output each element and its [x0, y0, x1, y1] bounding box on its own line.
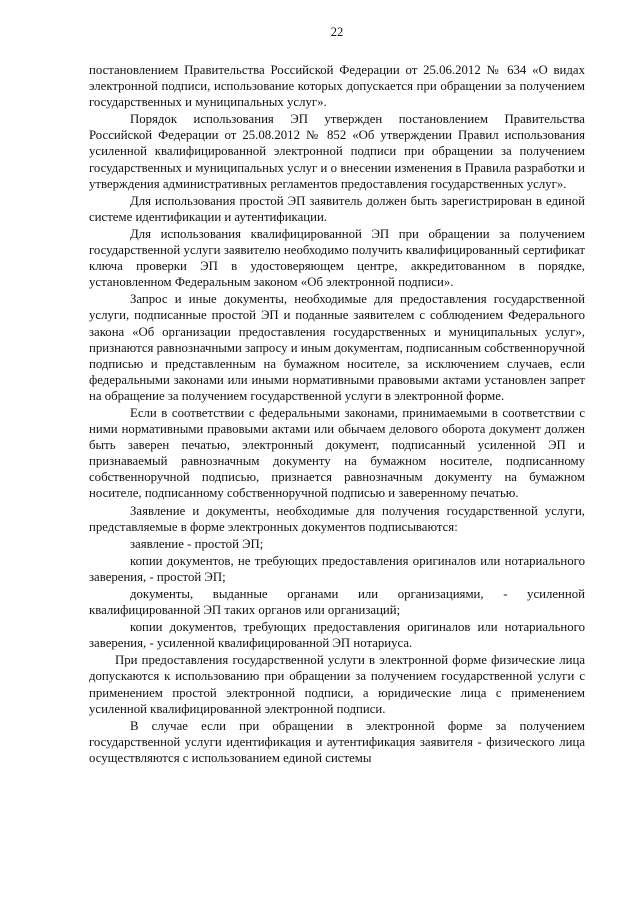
document-page: [89, 24, 585, 767]
list-item-copies-notary: копии документов, требующих предоставления оригиналов или нотариального заверения, - усиленной квалифицированной ЭП нотариуса.: [89, 620, 585, 651]
list-item-issued-documents: документы, выданные органами или организациями, - усиленной квалифицированной ЭП таких органов или организаций;: [89, 587, 585, 618]
list-item-application: заявление - простой ЭП;: [130, 536, 264, 551]
paragraph-seal-equivalence: Если в соответствии с федеральными законами, принимаемыми в соответствии с ними нормативными правовыми актами или обычаем делового оборота документ должен быть заверен печатью, электронный документ, подписанный усиленной ЭП и признаваемый равнозначным документу на бумажном носителе, подписанному собственноручной подписью, признается равнозначным документу на бумажном носителе, подписанному собственноручной подписью и заверенному печатью.: [89, 405, 585, 501]
paragraph-ep-usage-procedure: Порядок использования ЭП утвержден постановлением Правительства Российской Федерации от 25.08.2012 № 852 «Об утверждении Правил использования усиленной квалифицированной электронной подписи при обращении за получением государственных и муниципальных услуг и о внесении изменения в Правила разработки и утверждения административных регламентов предоставления государственных услуг».: [89, 112, 585, 191]
paragraph-signing-intro: Заявление и документы, необходимые для получения государственной услуги, представляемые в форме электронных документов подписываются:: [89, 503, 585, 534]
document-body: [89, 62, 585, 766]
list-item-copies-simple: копии документов, не требующих предоставления оригиналов или нотариального заверения, - простой ЭП;: [89, 553, 585, 584]
paragraph-individuals-legal-entities: При предоставления государственной услуги в электронной форме физические лица допускаются к использованию при обращении за получением государственной услуги с применением простой электронной подписи, а юридические лица с применением усиленной квалифицированной электронной подписи.: [89, 653, 585, 716]
paragraph-ep-types-reference: постановлением Правительства Российской Федерации от 25.06.2012 № 634 «О видах электронной подписи, использование которых допускается при обращении за получением государственных и муниципальных услуг».: [89, 63, 585, 110]
page-number: 22: [330, 25, 344, 39]
paragraph-qualified-ep-certificate: Для использования квалифицированной ЭП при обращении за получением государственной услуги заявителю необходимо получить квалифицированный сертификат ключа проверки ЭП в удостоверяющем центре, аккредитованном в порядке, установленном Федеральным законом «Об электронной подписи».: [89, 226, 585, 290]
paragraph-simple-ep-registration: Для использования простой ЭП заявитель должен быть зарегистрирован в единой системе идентификации и аутентификации.: [89, 193, 585, 224]
paragraph-identification-case: В случае если при обращении в электронной форме за получением государственной услуги идентификация и аутентификация заявителя - физического лица осуществляются с использованием единой системы: [89, 718, 585, 765]
paragraph-equivalence-of-documents: Запрос и иные документы, необходимые для предоставления государственной услуги, подписанные простой ЭП и поданные заявителем с соблюдением Федерального закона «Об организации предоставления государственных и муниципальных услуг», признаются равнозначными запросу и иным документам, подписанным собственноручной подписью и представленным на бумажном носителе, за исключением случаев, если федеральными законами или иными нормативными правовыми актами установлен запрет на обращение за получением государственной услуги в электронной форме.: [89, 292, 586, 403]
